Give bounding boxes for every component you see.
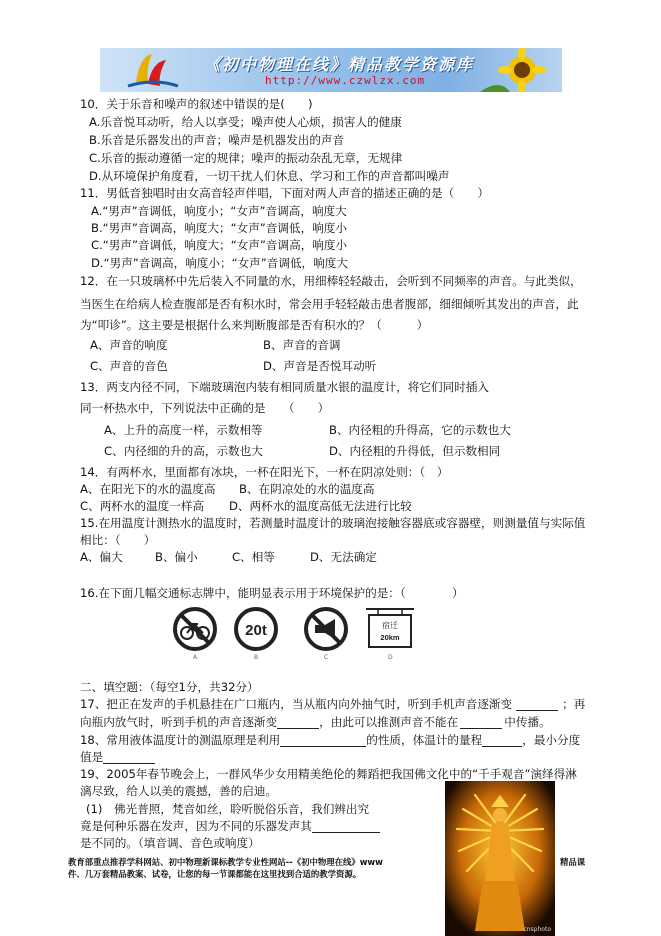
q13-line-1: 13．两支内径不同，下端玻璃泡内装有相同质量水银的温度计，将它们同时插入 [80, 380, 489, 394]
sign-label-d: D [388, 654, 393, 661]
q13-option-d: D、内径粗的升得低，但示数相同 [329, 444, 501, 458]
footer-line-2: 件、几万套精品教案、试卷，让您的每一节课都能在这里找到合适的教学资源。 [68, 869, 362, 879]
q15-option-a: A、偏大 [80, 550, 123, 564]
q10-stem: 10．关于乐音和噪声的叙述中错误的是( ) [80, 97, 313, 111]
q18-text-3: ，最小分度 [522, 733, 581, 747]
q12-option-a: A、声音的响度 [90, 338, 168, 352]
dancer-photo [445, 781, 555, 936]
q12-option-b: B、声音的音调 [263, 338, 341, 352]
sign-label-c: C [324, 654, 329, 661]
q11-option-d: D.“男声”音调高，响度小；“女声”音调低，响度大 [91, 256, 348, 270]
q17-text-1: 17、把正在发声的手机悬挂在广口瓶内，当从瓶内向外抽气时，听到手机声音逐渐变 [80, 697, 513, 711]
traffic-sign-b [233, 606, 279, 656]
q10-option-b: B.乐音是乐器发出的声音；噪声是机器发出的声音 [89, 133, 345, 147]
q18-blank-1[interactable] [280, 735, 366, 747]
q17-text-5: 中传播。 [504, 715, 551, 729]
banner-url: http://www.czwlzx.com [265, 74, 426, 87]
q16-stem: 16.在下面几幅交通标志牌中，能明显表示用于环境保护的是：（ ） [80, 586, 464, 600]
weight-limit-sign-icon [233, 606, 279, 652]
no-bicycle-sign-icon [172, 606, 218, 652]
q10-option-c: C.乐音的振动遵循一定的规律；噪声的振动杂乱无章，无规律 [89, 151, 403, 165]
traffic-sign-c [303, 606, 349, 656]
q14-option-a: A、在阳光下的水的温度高 [80, 482, 216, 496]
q13-line-2: 同一杯热水中，下列说法中正确的是 （ ） [80, 401, 330, 415]
site-logo-icon [118, 48, 188, 92]
q18-line-1 [80, 733, 580, 747]
q18-line-2 [80, 750, 155, 764]
q17-blank-3[interactable] [460, 717, 502, 729]
q13-option-a: A、上升的高度一样，示数相等 [104, 423, 263, 437]
q12-line-2: 当医生在给病人检查腹部是否有积水时，常会用手轻轻敲击患者腹部，细细倾听其发出的声音，此 [80, 297, 579, 311]
q18-text-1: 18、常用液体温度计的测温原理是利用 [80, 733, 281, 747]
q12-line-3: 为“叩诊”。这主要是根据什么来判断腹部是否有积水的？（ ） [80, 318, 429, 332]
sign-label-b: B [254, 654, 259, 661]
footer-line-1: 教育部重点推荐学科网站、初中物理新课标教学专业性网站--《初中物理在线》www [68, 857, 383, 867]
q19-sub1-text: 竟是何种乐器在发声，因为不同的乐器发声其 [80, 819, 312, 833]
q14-option-d: D、两杯水的温度高低无法进行比较 [229, 499, 412, 513]
q17-text-2: ；再 [562, 697, 586, 711]
q13-option-c: C、内径细的升的高，示数也大 [104, 444, 263, 458]
photo-watermark: cnsphoto [523, 926, 551, 933]
section-2-heading: 二、填空题：（每空1分，共32分） [80, 680, 259, 694]
q11-stem: 11．男低音独唱时由女高音轻声伴唱，下面对两人声音的描述正确的是（ ） [80, 186, 489, 200]
q15-option-b: B、偏小 [155, 550, 198, 564]
q18-text-4: 值是 [80, 750, 104, 764]
q19-line-2: 漓尽致，给人以美的震撼，善的启迪。 [80, 784, 278, 798]
q13-option-b: B、内径粗的升得高，它的示数也大 [329, 423, 511, 437]
direction-sign-icon [364, 606, 416, 652]
sign-d-text-1: 宿迁 [382, 621, 398, 630]
q15-line-1: 15.在用温度计测热水的温度时，若测量时温度计的玻璃泡接触容器底或容器壁，则测量值与实际值 [80, 516, 586, 530]
dancer-image-icon [445, 781, 555, 936]
sunflower-icon [480, 48, 560, 92]
q17-text-3: 向瓶内放气时，听到手机的声音逐渐变 [80, 715, 278, 729]
q19-sub1-line-3: 是不同的。（填音调、音色或响度） [80, 836, 260, 850]
q17-text-4: ，由此可以推测声音不能在 [319, 715, 459, 729]
no-horn-sign-icon [303, 606, 349, 652]
q17-blank-1[interactable] [516, 699, 558, 711]
q15-line-2: 相比：（ ） [80, 533, 156, 547]
q12-option-d: D、声音是否悦耳动听 [263, 359, 377, 373]
q15-option-d: D、无法确定 [310, 550, 377, 564]
q12-option-c: C、声音的音色 [90, 359, 168, 373]
q19-blank-1[interactable] [312, 821, 380, 833]
q11-option-a: A.“男声”音调低，响度小；“女声”音调高，响度大 [91, 204, 347, 218]
q12-line-1: 12．在一只玻璃杯中先后装入不同量的水，用细棒轻轻敲击，会听到不同频率的声音。与此类似， [80, 274, 582, 288]
q17-blank-2[interactable] [277, 717, 319, 729]
q18-blank-2[interactable] [482, 735, 522, 747]
sign-b-text: 20t [245, 622, 267, 639]
banner-title: 《初中物理在线》精品教学资源库 [204, 55, 475, 74]
q14-stem: 14．有两杯水，里面都有冰块，一杯在阳光下，一杯在阴凉处则：（ ） [80, 465, 449, 479]
traffic-sign-a [172, 606, 218, 656]
q10-option-d: D.从环境保护角度看，一切干扰人们休息、学习和工作的声音都叫噪声 [89, 169, 450, 183]
sign-label-a: A [193, 654, 198, 661]
q11-option-b: B.“男声”音调高，响度大；“女声”音调低，响度小 [91, 221, 347, 235]
footer-line-1-tail: 精品课 [560, 857, 586, 867]
q19-sub1-line-1: (1) 佛光普照，梵音如丝，聆听脱俗乐音，我们辨出究 [86, 802, 370, 816]
q14-option-c: C、两杯水的温度一样高 [80, 499, 205, 513]
sign-d-text-2: 20km [380, 633, 400, 642]
q18-text-2: 的性质，体温计的量程 [366, 733, 483, 747]
header-banner [100, 48, 562, 92]
traffic-sign-d [364, 606, 416, 656]
q14-option-b: B、在阴凉处的水的温度高 [239, 482, 375, 496]
q17-line-1 [80, 697, 585, 711]
q18-blank-3[interactable] [103, 752, 155, 764]
q15-option-c: C、相等 [232, 550, 275, 564]
q11-option-c: C.“男声”音调低，响度大；“女声”音调高，响度小 [91, 238, 348, 252]
q10-option-a: A.乐音悦耳动听，给人以享受；噪声使人心烦，损害人的健康 [89, 115, 402, 129]
q19-sub1-line-2 [80, 819, 380, 833]
q19-line-1: 19、2005年春节晚会上，一群风华少女用精美绝伦的舞蹈把我国佛文化中的“千手观音”演绎得淋 [80, 767, 577, 781]
q17-line-2 [80, 715, 551, 729]
